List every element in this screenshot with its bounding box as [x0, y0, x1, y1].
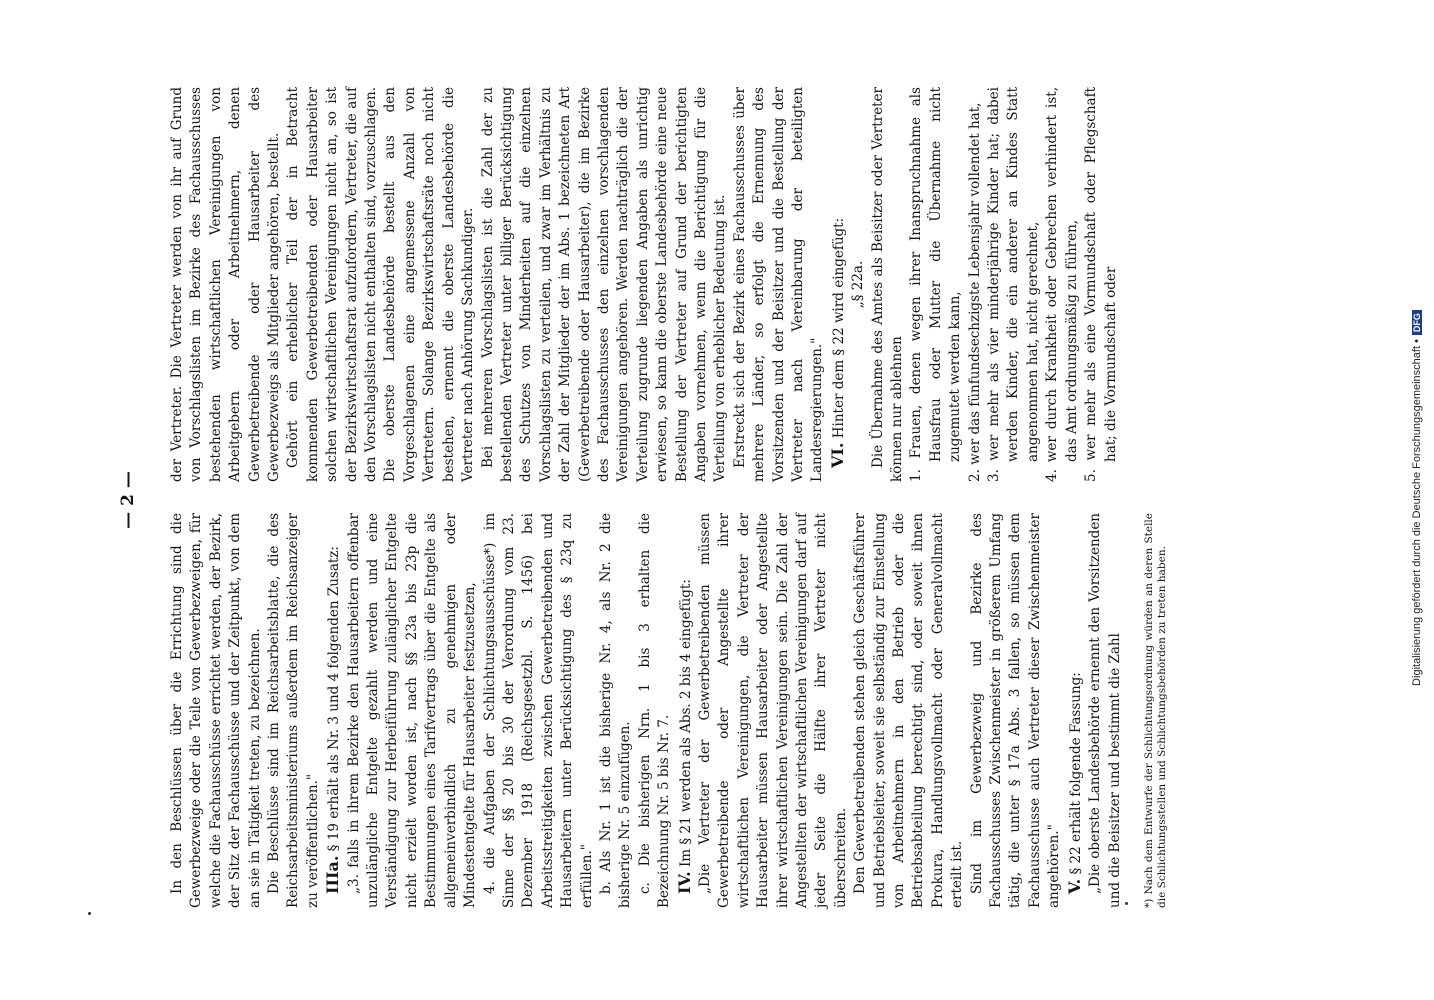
list-item: 3. wer mehr als vier minderjährige Kinder hat; dabei werden Kinder, die ein anderer an Kindes Statt angenommen hat, nicht gerechnet, — [986, 87, 1041, 482]
quoted-paragraph: „Die oberste Landesbehörde ernennt den Vorsitzenden und die Beisitzer und bestimmt die Zahl — [1087, 513, 1123, 908]
paragraph: Die Übernahme des Amtes als Beisitzer oder Vertreter können nur ablehnen — [869, 87, 906, 482]
list-item: 4. wer durch Krankheit oder Gebrechen verhindert ist, das Amt ordnungsmäßig zu führen, — [1044, 87, 1080, 482]
paragraph: b. Als Nr. 1 ist die bisherige Nr. 4, als Nr. 2 die bisherige Nr. 5 einzufügen. — [597, 513, 634, 908]
quoted-paragraph: „Die Vertreter der Gewerbetreibenden müssen Gewerbetreibende oder Angestellte ihrer wirtschaftlichen Vereinigungen, die Vertreter der Hausarbeiter müssen Hausarbeiter oder Angestellte ihrer wirtschaftlichen Vereinigungen sein. Die Zahl der Angestellten der wirtschaftlichen Vereinigungen darf auf jeder Seite die Hälfte ihrer Vertreter nicht überschreiten. — [696, 513, 849, 908]
paragraph: Bei mehreren Vorschlagslisten ist die Zahl der zu bestellenden Vertreter unter billiger Berücksichtigung des Schutzes von Minderheiten auf die einzelnen Vorschlagslisten zu verteilen, und zwar im Verhältnis zu der Zahl der Mitglieder der im Abs. 1 bezeichneten Art (Gewerbetreibende oder Hausarbeiter), die im Bezirke des Fachausschusses den einzelnen vorschlagenden Vereinigungen angehören. Werden nachträglich die der Verteilung zugrunde liegenden Angaben als unrichtig erwiesen, so kann die oberste Landesbehörde eine neue Bestellung der Vertreter auf Grund der berichtigten Angaben vornehmen, wenn die Berichtigung für die Verteilung von erheblicher Bedeutung ist. — [479, 87, 729, 482]
credit-label: Digitalisierung gefördert durch die Deutsche Forschungsgemeinschaft • — [1411, 339, 1423, 686]
paragraph: Gehört ein erheblicher Teil der in Betracht kommenden Gewerbetreibenden oder Hausarbeiter solchen wirtschaftlichen Vereinigungen nicht an, so ist der Bezirkswirtschaftsrat aufzufordern, Vertreter, die auf den Vorschlagslisten nicht enthalten sind, vorzuschlagen. Die oberste Landesbehörde bestellt aus den Vorgeschlagenen eine angemessene Anzahl von Vertretern. Solange Bezirkswirtschaftsräte noch nicht bestehen, ernennt die oberste Landesbehörde die Vertreter nach Anhörung Sachkundiger. — [285, 87, 477, 482]
section-text: § 22 erhält folgende Fassung: — [1067, 672, 1084, 875]
credit-text — [1411, 48, 1423, 948]
quoted-paragraph: Den Gewerbetreibenden stehen gleich Geschäftsführer und Betriebsleiter, soweit sie selbständig zur Einstellung von Arbeitnehmern in den Betrieb oder die Betriebsabteilung berechtigt sind, oder soweit ihnen Prokura, Handlungsvollmacht oder Generalvollmacht erteilt ist. — [852, 513, 966, 908]
section-4 — [675, 513, 696, 908]
paragraph: c. Die bisherigen Nrn. 1 bis 3 erhalten die Bezeichnung Nr. 5 bis Nr. 7. — [636, 513, 673, 908]
section-heading: V. — [1064, 878, 1084, 894]
scan-speck — [88, 912, 91, 915]
section-5 — [1065, 513, 1086, 908]
paragraph: der Vertreter. Die Vertreter werden von ihr auf Grund von Vorschlagslisten im Bezirke des Fachausschusses bestehenden wirtschaftlichen Vereinigungen von Arbeitgebern oder Arbeitnehmern, denen Gewerbetreibende oder Hausarbeiter des Gewerbezweigs als Mitglieder angehören, bestellt. — [169, 87, 283, 482]
section-6 — [828, 87, 849, 482]
list-item: 2. wer das fünfundsechzigste Lebensjahr vollendet hat, — [966, 102, 983, 482]
paragraph-number: „§ 22a. — [850, 260, 867, 309]
right-column — [168, 87, 1121, 482]
section-text: Im § 21 werden als Abs. 2 bis 4 eingefügt: — [677, 579, 694, 868]
section-heading: VI. — [827, 442, 847, 468]
paragraph: Erstreckt sich der Bezirk eines Fachausschusses über mehrere Länder, so erfolgt die Ernennung des Vorsitzenden und der Beisitzer und die Bestellung der Vertreter nach Vereinbarung der beteiligten Landesregierungen." — [731, 87, 826, 482]
paragraph: In den Beschlüssen über die Errichtung sind die Gewerbezweige oder die Teile von Gewerbezweigen, für welche die Fachausschüsse errichtet werden, der Bezirk, der Sitz der Fachausschüsse und der Zeitpunkt, von dem an sie in Tätigkeit treten, zu bezeichnen. — [169, 513, 263, 908]
scan-speck — [1125, 902, 1128, 905]
section-heading: IIIa. — [323, 855, 343, 894]
section-3a — [323, 513, 344, 908]
list-item: 1. Frauen, denen wegen ihrer Inanspruchnahme als Hausfrau oder Mutter die Übernahme nicht zugemutet werden kann, — [908, 87, 964, 482]
section-text: § 19 erhält als Nr. 3 und 4 folgenden Zusatz: — [326, 546, 343, 852]
footnote: *) Nach dem Entwurfe der Schlichtungsordnung würden an deren Stelle die Schlichtungsstellen und Schlichtungsbehörden zu treten haben. — [1142, 513, 1168, 908]
list-item: 5. wer mehr als eine Vormundschaft oder Pflegschaft hat; die Vormundschaft oder — [1083, 87, 1119, 482]
paragraph: Die Beschlüsse sind im Reichsarbeitsblatte, die des Reichsarbeitsministeriums außerdem im Reichsanzeiger zu veröffentlichen." — [266, 513, 321, 908]
quoted-paragraph: 4. die Aufgaben der Schlichtungsausschüsse*) im Sinne der §§ 20 bis 30 der Verordnung vom 23. Dezember 1918 (Reichsgesetzbl. S. 1456) bei Arbeitsstreitigkeiten zwischen Gewerbetreibenden und Hausarbeitern unter Berücksichtigung des § 23q zu erfüllen." — [481, 513, 595, 908]
section-text: Hinter dem § 22 wird eingefügt: — [830, 217, 847, 439]
digitization-credit — [1402, 0, 1432, 1000]
quoted-paragraph: „3. falls in ihrem Bezirke den Hausarbeitern offenbar unzulängliche Entgelte gezahlt werden und eine Verständigung zur Herbeiführung zulänglicher Entgelte nicht erzielt worden ist, nach §§ 23a bis 23p die Bestimmungen eines Tarifvertrags über die Entgelte als allgemeinverbindlich zu genehmigen oder Mindestentgelte für Hausarbeiter festzusetzen, — [345, 513, 479, 908]
quoted-paragraph: Sind im Gewerbezweig und Bezirke des Fachausschusses Zwischenmeister in größerem Umfang tätig, die unter § 17a Abs. 3 fallen, so müssen dem Fachausschusse auch Vertreter dieser Zwischenmeister angehören." — [968, 513, 1063, 908]
dfg-logo: DFG — [1412, 310, 1422, 335]
page-number: — 2 — — [118, 471, 138, 529]
section-heading: IV. — [674, 871, 694, 894]
left-column — [168, 513, 1169, 908]
